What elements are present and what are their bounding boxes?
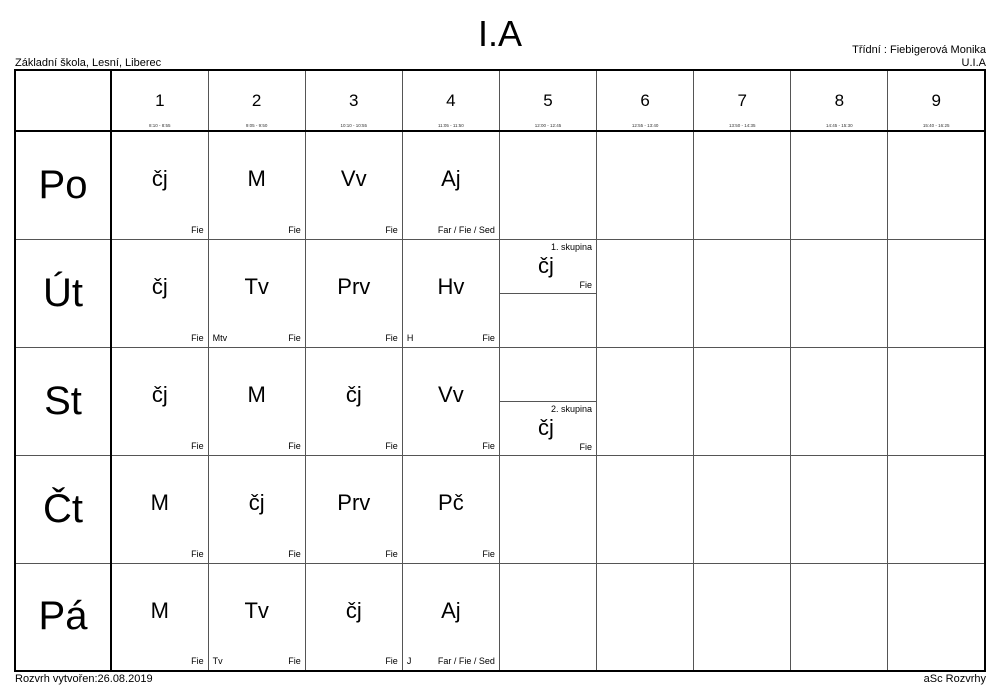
period-time: 13:50 - 14:35 — [728, 123, 756, 128]
period-time: 15:40 - 16:25 — [922, 123, 950, 128]
lesson-subject: čj — [537, 414, 554, 440]
lesson-teacher: Fie — [385, 332, 398, 343]
empty-cell — [791, 347, 888, 455]
lesson-cell[interactable] — [111, 563, 208, 671]
lesson-subject: čj — [151, 166, 168, 191]
empty-cell — [597, 131, 694, 239]
day-cell — [15, 347, 111, 455]
empty-cell — [694, 563, 791, 671]
lesson-subject: čj — [151, 273, 168, 299]
period-time: 12:55 - 13:40 — [631, 123, 659, 128]
corner-cell — [15, 70, 111, 131]
day-row-ut — [15, 239, 985, 347]
period-header — [305, 70, 402, 131]
lesson-room: Tv — [212, 656, 223, 666]
day-cell — [15, 563, 111, 671]
split-lesson-cell[interactable] — [499, 239, 596, 347]
lesson-subject: Vv — [340, 166, 367, 191]
day-label: Čt — [43, 486, 83, 531]
empty-cell — [791, 455, 888, 563]
day-cell — [15, 455, 111, 563]
lesson-teacher: Fie — [288, 656, 301, 666]
lesson-room: J — [406, 656, 412, 666]
period-number: 5 — [543, 91, 553, 110]
lesson-teacher: Fie — [385, 656, 398, 666]
periods-header-row — [15, 70, 985, 131]
empty-cell — [597, 239, 694, 347]
period-time: 14:45 - 15:30 — [826, 123, 853, 128]
lesson-cell[interactable] — [305, 563, 402, 671]
lesson-teacher: Fie — [579, 441, 593, 452]
class-code: U.I.A — [961, 57, 986, 69]
created-date: Rozvrh vytvořen:26.08.2019 — [15, 673, 153, 685]
lesson-subject: Pč — [438, 489, 464, 515]
lesson-teacher: Fie — [191, 332, 204, 343]
lesson-subject: M — [247, 381, 266, 407]
empty-cell — [694, 455, 791, 563]
day-row-pa — [15, 563, 985, 671]
class-teacher: Třídní : Fiebigerová Monika — [852, 44, 986, 56]
lesson-subject: Tv — [244, 597, 269, 623]
lesson-cell[interactable] — [402, 455, 499, 563]
lesson-teacher: Fie — [288, 332, 301, 343]
lesson-subject: Tv — [244, 273, 269, 299]
empty-cell — [791, 239, 888, 347]
empty-cell — [694, 239, 791, 347]
class-teacher-info — [852, 44, 986, 70]
day-cell — [15, 131, 111, 239]
lesson-teacher: Far / Fie / Sed — [437, 656, 495, 666]
period-header — [402, 70, 499, 131]
lesson-cell[interactable] — [208, 239, 305, 347]
empty-cell — [791, 563, 888, 671]
lesson-cell[interactable] — [402, 347, 499, 455]
lesson-teacher: Fie — [385, 548, 398, 559]
day-label: Po — [38, 162, 88, 207]
lesson-subject: čj — [345, 597, 362, 623]
empty-cell — [499, 131, 596, 239]
lesson-cell[interactable] — [305, 455, 402, 563]
lesson-subject: čj — [345, 381, 362, 407]
period-time: 9:05 - 9:50 — [245, 123, 268, 128]
lesson-teacher: Fie — [191, 224, 204, 235]
lesson-teacher: Fie — [385, 440, 398, 451]
empty-cell — [694, 347, 791, 455]
period-header — [888, 70, 985, 131]
lesson-subject: čj — [151, 381, 168, 407]
day-label: St — [44, 378, 82, 423]
lesson-cell[interactable] — [111, 239, 208, 347]
school-name: Základní škola, Lesní, Liberec — [15, 57, 162, 69]
empty-cell — [499, 455, 596, 563]
lesson-teacher: Fie — [385, 224, 398, 235]
lesson-cell[interactable] — [111, 131, 208, 239]
lesson-teacher: Fie — [288, 548, 301, 559]
lesson-teacher: Fie — [288, 224, 301, 235]
empty-cell — [888, 131, 985, 239]
lesson-subject: Prv — [337, 273, 371, 299]
lesson-cell[interactable] — [208, 455, 305, 563]
lesson-cell[interactable] — [111, 455, 208, 563]
lesson-cell[interactable] — [111, 347, 208, 455]
day-row-po — [15, 131, 985, 239]
period-number: 2 — [251, 91, 262, 110]
empty-cell — [499, 563, 596, 671]
empty-cell — [888, 347, 985, 455]
empty-cell — [597, 563, 694, 671]
lesson-subject: M — [150, 597, 169, 623]
lesson-cell[interactable] — [305, 239, 402, 347]
lesson-teacher: Fie — [191, 548, 204, 559]
lesson-subject: Aj — [441, 597, 461, 623]
lesson-cell[interactable] — [402, 563, 499, 671]
timetable-grid — [14, 69, 986, 672]
lesson-teacher: Far / Fie / Sed — [437, 224, 495, 235]
period-header — [694, 70, 791, 131]
group-lesson[interactable] — [500, 240, 596, 294]
empty-cell — [597, 455, 694, 563]
period-header — [597, 70, 694, 131]
empty-group-slot — [500, 294, 596, 347]
group-label: 2. skupina — [551, 403, 593, 414]
lesson-teacher: Fie — [579, 279, 593, 290]
empty-group-slot — [500, 348, 596, 402]
lesson-teacher: Fie — [288, 440, 301, 451]
lesson-cell[interactable] — [208, 347, 305, 455]
day-label: Pá — [38, 594, 88, 639]
empty-cell — [597, 347, 694, 455]
lesson-subject: Aj — [441, 166, 461, 191]
period-number: 1 — [155, 91, 165, 110]
lesson-subject: Hv — [437, 273, 465, 299]
period-header — [111, 70, 208, 131]
page-title: I.A — [477, 13, 522, 54]
lesson-subject: M — [247, 166, 266, 191]
lesson-cell[interactable] — [305, 347, 402, 455]
period-time: 11:05 - 11:50 — [437, 123, 464, 128]
software-credit: aSc Rozvrhy — [923, 673, 986, 685]
lesson-teacher: Fie — [482, 332, 495, 343]
lesson-subject: M — [150, 489, 169, 515]
period-header — [499, 70, 596, 131]
empty-cell — [888, 239, 985, 347]
day-row-ct — [15, 455, 985, 563]
lesson-teacher: Fie — [482, 440, 495, 451]
period-number: 4 — [446, 91, 456, 110]
period-header — [791, 70, 888, 131]
empty-cell — [791, 131, 888, 239]
lesson-subject: Prv — [337, 489, 371, 515]
period-number: 9 — [931, 91, 941, 110]
empty-cell — [888, 455, 985, 563]
period-number: 6 — [640, 91, 650, 110]
lesson-room: H — [406, 332, 414, 343]
group-lesson[interactable] — [500, 402, 596, 455]
lesson-subject: čj — [248, 489, 265, 515]
lesson-teacher: Fie — [191, 656, 204, 666]
empty-cell — [694, 131, 791, 239]
empty-cell — [888, 563, 985, 671]
period-number: 7 — [737, 91, 747, 110]
lesson-teacher: Fie — [191, 440, 204, 451]
lesson-teacher: Fie — [482, 548, 495, 559]
period-number: 8 — [834, 91, 845, 110]
period-time: 10:10 - 10:55 — [340, 123, 368, 128]
lesson-subject: Vv — [438, 381, 464, 407]
period-number: 3 — [349, 91, 359, 110]
lesson-cell[interactable] — [208, 131, 305, 239]
period-header — [208, 70, 305, 131]
lesson-cell[interactable] — [402, 239, 499, 347]
period-time: 12:00 - 12:45 — [534, 123, 562, 128]
day-row-st — [15, 347, 985, 455]
group-label: 1. skupina — [551, 241, 593, 252]
lesson-subject: čj — [537, 252, 554, 278]
lesson-cell[interactable] — [402, 131, 499, 239]
lesson-cell[interactable] — [305, 131, 402, 239]
day-cell — [15, 239, 111, 347]
day-label: Út — [43, 270, 83, 315]
lesson-room: Mtv — [212, 332, 228, 343]
period-time: 8:10 - 8:55 — [149, 123, 171, 128]
split-lesson-cell[interactable] — [499, 347, 596, 455]
lesson-cell[interactable] — [208, 563, 305, 671]
